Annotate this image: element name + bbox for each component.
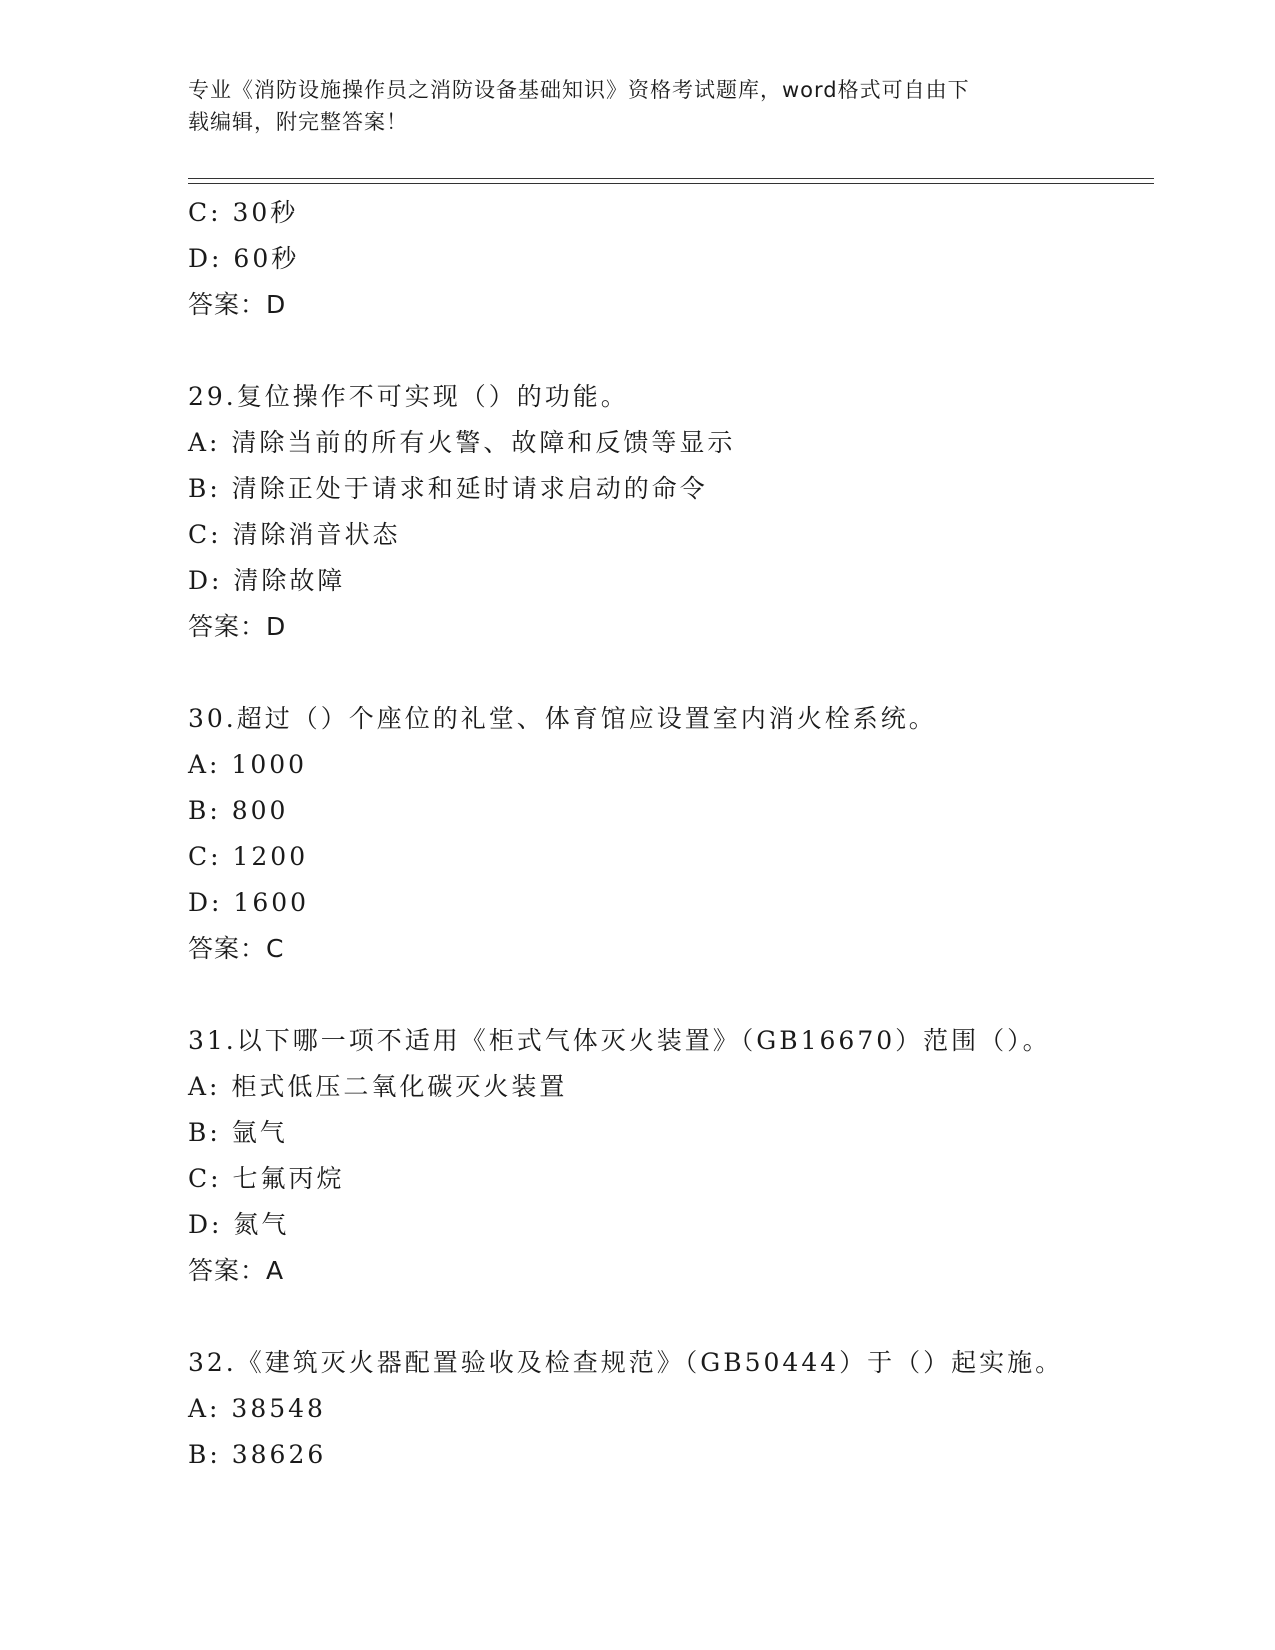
spacer <box>188 328 1154 374</box>
option-c: C: 1200 <box>188 842 309 871</box>
option-d: D: 60秒 <box>188 244 300 273</box>
question-stem: 31.以下哪一项不适用《柜式气体灭火装置》（GB16670）范围（）。 <box>188 1026 1051 1055</box>
question-30 <box>188 696 1154 972</box>
answer-line: 答案：C <box>188 934 285 963</box>
option-c: C: 30秒 <box>188 198 299 227</box>
spacer <box>188 650 1154 696</box>
option-c: C: 清除消音状态 <box>188 520 401 549</box>
option-d: D: 1600 <box>188 888 310 917</box>
option-b: B: 800 <box>188 796 289 825</box>
question-list <box>188 190 1154 1478</box>
header-rule-bottom <box>188 183 1154 184</box>
option-d: D: 清除故障 <box>188 566 346 595</box>
spacer <box>188 972 1154 1018</box>
question-stem: 30.超过（）个座位的礼堂、体育馆应设置室内消火栓系统。 <box>188 704 937 733</box>
header-line-2: 载编辑，附完整答案！ <box>188 110 408 134</box>
option-b: B: 清除正处于请求和延时请求启动的命令 <box>188 474 708 503</box>
document-header <box>188 74 1078 138</box>
option-d: D: 氮气 <box>188 1210 290 1239</box>
header-line-1: 专业《消防设施操作员之消防设备基础知识》资格考试题库，word格式可自由下 <box>188 78 970 102</box>
answer-line: 答案：A <box>188 1256 285 1285</box>
question-29 <box>188 374 1154 650</box>
option-b: B: 氩气 <box>188 1118 288 1147</box>
option-a: A: 柜式低压二氧化碳灭火装置 <box>188 1072 568 1101</box>
option-a: A: 清除当前的所有火警、故障和反馈等显示 <box>188 428 736 457</box>
option-a: A: 38548 <box>188 1394 326 1423</box>
header-rule-top <box>188 178 1154 179</box>
answer-line: 答案：D <box>188 612 287 641</box>
option-b: B: 38626 <box>188 1440 327 1469</box>
answer-line: 答案：D <box>188 290 287 319</box>
question-31 <box>188 1018 1154 1294</box>
spacer <box>188 1294 1154 1340</box>
question-stem: 29.复位操作不可实现（）的功能。 <box>188 382 629 411</box>
option-a: A: 1000 <box>188 750 308 779</box>
question-32 <box>188 1340 1154 1478</box>
option-c: C: 七氟丙烷 <box>188 1164 345 1193</box>
question-stem: 32.《建筑灭火器配置验收及检查规范》（GB50444）于（）起实施。 <box>188 1348 1064 1377</box>
